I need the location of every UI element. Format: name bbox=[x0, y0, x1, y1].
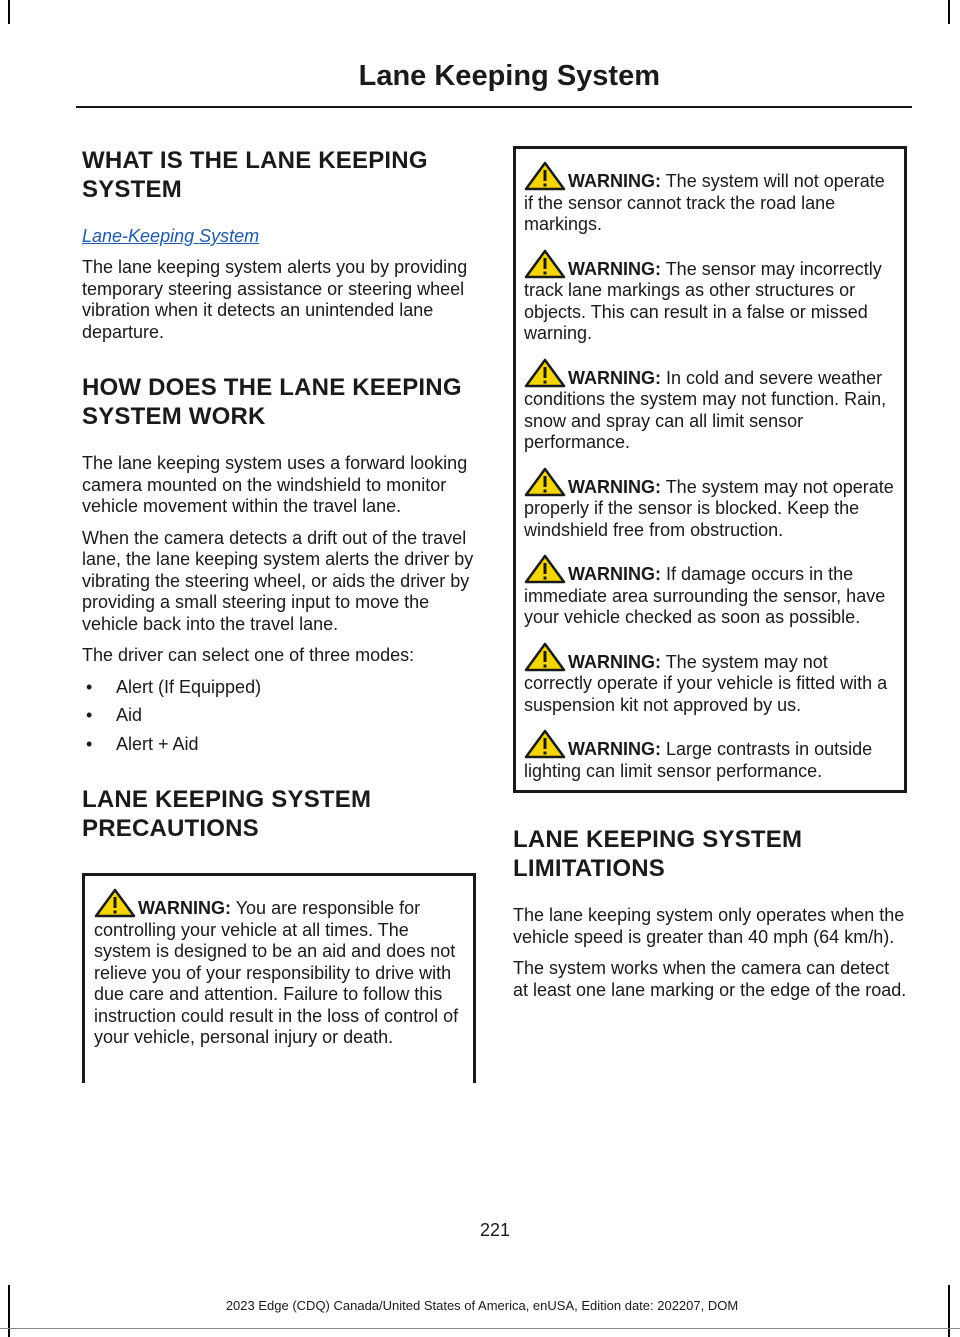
footer-edition: 2023 Edge (CDQ) Canada/United States of America, enUSA, Edition date: 202207, DOM bbox=[225, 1298, 739, 1313]
left-column bbox=[82, 146, 476, 1083]
limitations-paragraph-1: The lane keeping system only operates when the vehicle speed is greater than 40 mph (64 km/h). bbox=[513, 905, 905, 947]
warning-item: WARNING: Large contrasts in outside lighting can limit sensor performance. bbox=[524, 729, 898, 782]
warning-item: WARNING: The system will not operate if the sensor cannot track the road lane markings. bbox=[524, 161, 898, 236]
section-heading-precautions: LANE KEEPING SYSTEM PRECAUTIONS bbox=[82, 786, 372, 842]
crop-mark bbox=[8, 1285, 10, 1337]
warning-item: WARNING: You are responsible for controlling your vehicle at all times. The system is designed to be an aid and does not relieve you of your responsibility to drive with due care and attention. Failure to follow this instruction could result in the loss of control of your vehicle, personal injury or death. bbox=[94, 888, 463, 1049]
warning-item: WARNING: The system may not correctly operate if your vehicle is fitted with a suspension kit not approved by us. bbox=[524, 642, 898, 717]
how-paragraph-2: When the camera detects a drift out of the travel lane, the lane keeping system alerts the driver by vibrating the steering wheel, or aids the driver by providing a small steering input to move the vehicle back into the travel lane. bbox=[82, 527, 474, 634]
list-item: • Aid bbox=[86, 705, 143, 725]
intro-paragraph: The lane keeping system alerts you by providing temporary steering assistance or steering wheel vibration when it detects an unintended lane departure. bbox=[82, 257, 468, 342]
lane-keeping-link[interactable]: Lane-Keeping System bbox=[82, 226, 260, 246]
section-heading-limitations: LANE KEEPING SYSTEM LIMITATIONS bbox=[513, 826, 803, 882]
list-item: • Alert (If Equipped) bbox=[86, 676, 262, 697]
warning-triangle-icon bbox=[524, 358, 566, 388]
warning-triangle-icon bbox=[524, 467, 566, 497]
warning-item: WARNING: In cold and severe weather conditions the system may not function. Rain, snow and spray can all limit sensor performance. bbox=[524, 358, 898, 454]
warning-item: WARNING: The sensor may incorrectly track lane markings as other structures or objects. This can result in a false or missed warning. bbox=[524, 249, 898, 345]
warning-box-right bbox=[513, 146, 907, 793]
limitations-paragraph-2: The system works when the camera can detect at least one lane marking or the edge of the road. bbox=[513, 958, 907, 1000]
list-item: • Alert + Aid bbox=[86, 733, 199, 754]
crop-mark bbox=[8, 0, 10, 24]
crop-mark bbox=[948, 0, 950, 24]
crop-mark bbox=[948, 1285, 950, 1337]
warning-item: WARNING: The system may not operate properly if the sensor is blocked. Keep the windshield free from obstruction. bbox=[524, 467, 898, 542]
crop-mark bbox=[0, 1328, 960, 1329]
page-title: Lane Keeping System bbox=[358, 60, 660, 92]
section-heading-what-is: WHAT IS THE LANE KEEPING SYSTEM bbox=[82, 147, 428, 203]
warning-triangle-icon bbox=[524, 161, 566, 191]
header-rule bbox=[76, 106, 912, 108]
right-column bbox=[513, 146, 907, 1011]
section-heading-how-works: HOW DOES THE LANE KEEPING SYSTEM WORK bbox=[82, 374, 462, 430]
warning-item: WARNING: If damage occurs in the immediate area surrounding the sensor, have your vehicle checked as soon as possible. bbox=[524, 554, 898, 629]
warning-triangle-icon bbox=[524, 249, 566, 279]
how-paragraph-3: The driver can select one of three modes: bbox=[82, 645, 415, 665]
warning-triangle-icon bbox=[524, 642, 566, 672]
page-number: 221 bbox=[479, 1220, 511, 1240]
warning-triangle-icon bbox=[524, 729, 566, 759]
how-paragraph-1: The lane keeping system uses a forward looking camera mounted on the windshield to monitor vehicle movement within the travel lane. bbox=[82, 453, 468, 516]
modes-list bbox=[82, 677, 476, 756]
warning-triangle-icon bbox=[94, 888, 136, 918]
warning-box-left bbox=[82, 873, 476, 1083]
warning-triangle-icon bbox=[524, 554, 566, 584]
